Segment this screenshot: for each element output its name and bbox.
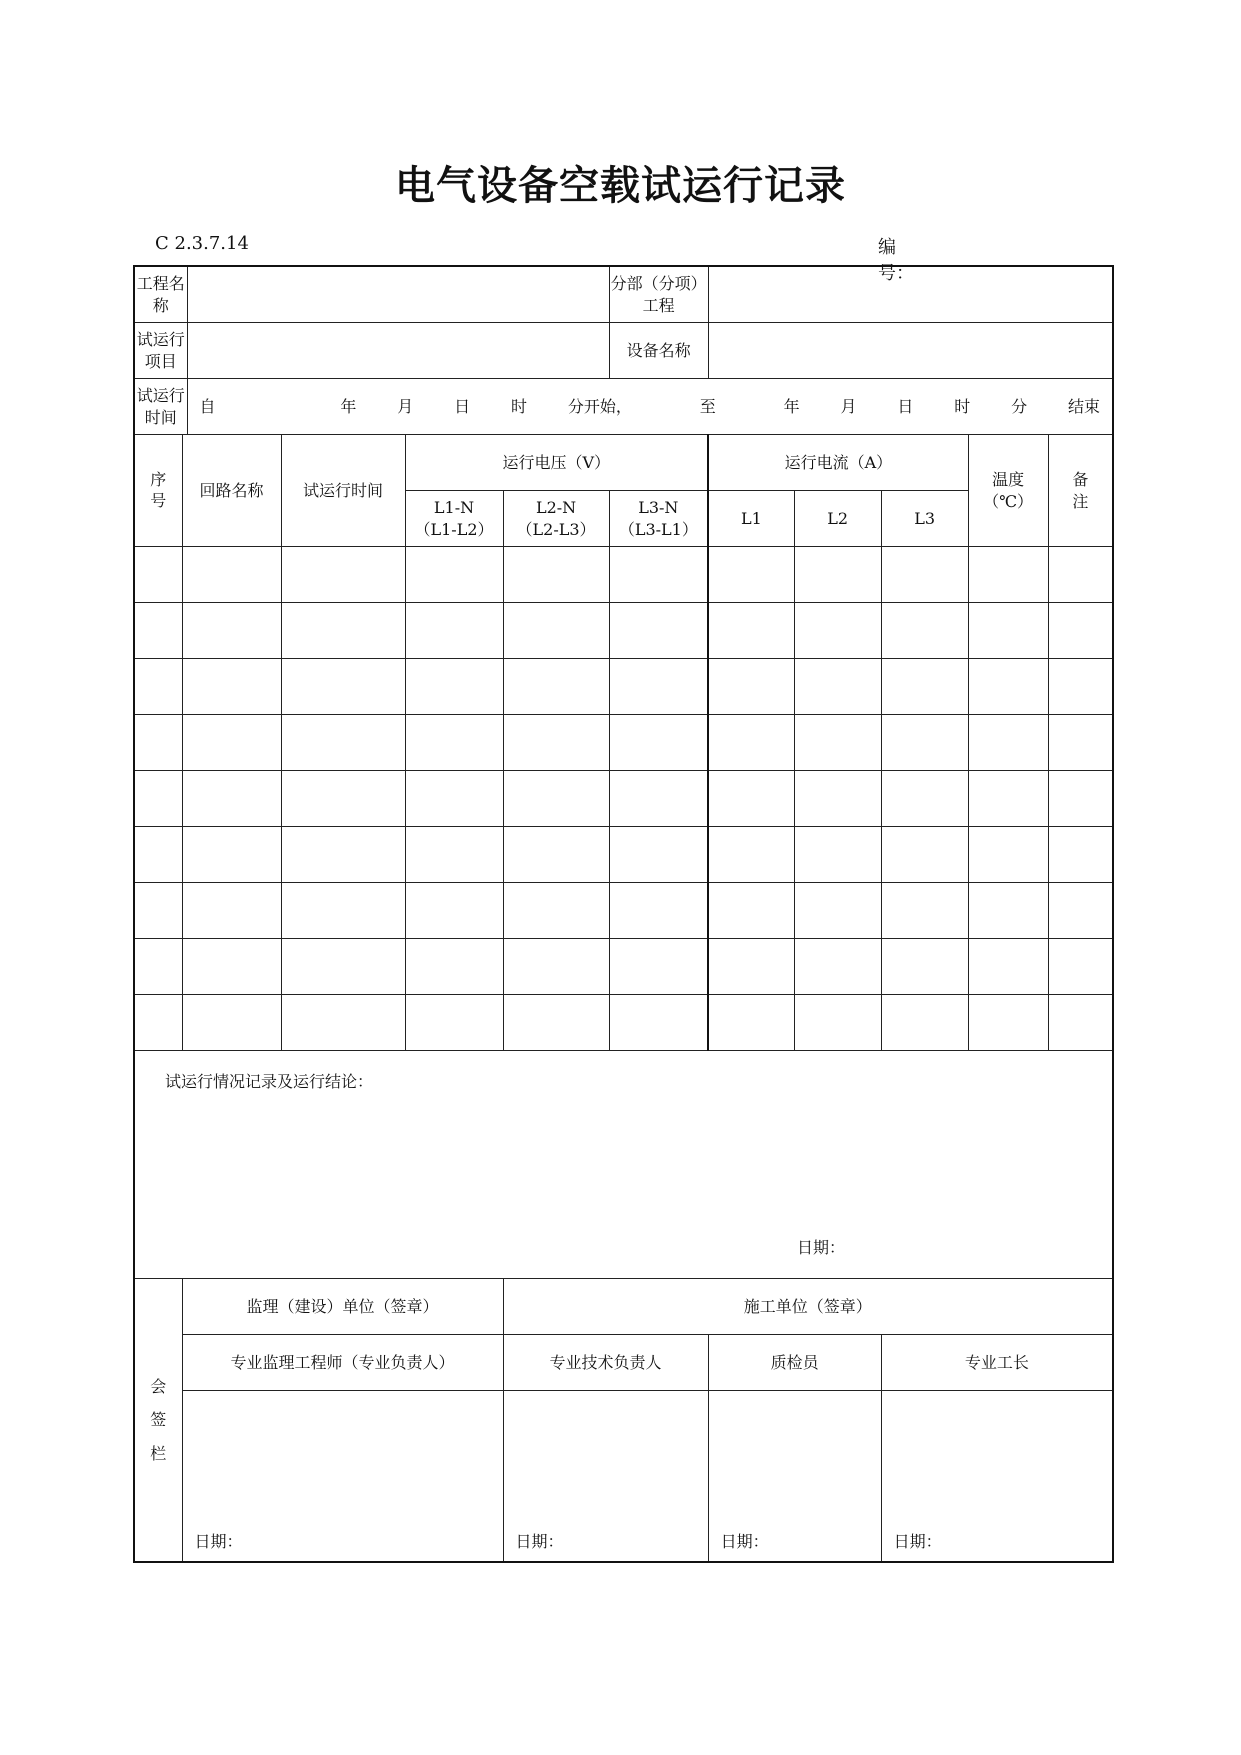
table-cell[interactable] bbox=[708, 771, 794, 827]
voltage-l3-header: L3-N （L3-L1） bbox=[609, 491, 708, 547]
equipment-name-field[interactable] bbox=[708, 323, 1113, 379]
table-cell[interactable] bbox=[968, 715, 1048, 771]
table-cell[interactable] bbox=[708, 827, 794, 883]
table-cell[interactable] bbox=[968, 547, 1048, 603]
trial-item-label: 试运行项目 bbox=[134, 323, 187, 379]
table-cell[interactable] bbox=[1048, 771, 1113, 827]
project-name-label: 工程名称 bbox=[134, 266, 187, 323]
table-cell[interactable] bbox=[609, 995, 708, 1051]
table-cell[interactable] bbox=[609, 547, 708, 603]
table-cell[interactable] bbox=[182, 827, 281, 883]
trial-item-field[interactable] bbox=[187, 323, 609, 379]
role-foreman: 专业工长 bbox=[881, 1335, 1113, 1391]
table-cell[interactable] bbox=[609, 827, 708, 883]
table-cell[interactable] bbox=[708, 883, 794, 939]
voltage-l1-header: L1-N （L1-L2） bbox=[405, 491, 503, 547]
table-cell[interactable] bbox=[134, 827, 182, 883]
table-row bbox=[134, 827, 1113, 883]
table-cell[interactable] bbox=[708, 659, 794, 715]
time-start: 分开始， bbox=[567, 396, 632, 416]
signature-date-label: 日期： bbox=[893, 1532, 942, 1552]
remarks-date-label: 日期： bbox=[797, 1238, 846, 1257]
table-cell[interactable] bbox=[182, 771, 281, 827]
table-cell[interactable] bbox=[182, 659, 281, 715]
table-cell[interactable] bbox=[881, 883, 968, 939]
table-cell[interactable] bbox=[881, 771, 968, 827]
signature-foreman[interactable] bbox=[881, 1391, 1113, 1563]
time-month-end: 月 bbox=[840, 396, 857, 416]
equipment-name-label: 设备名称 bbox=[609, 323, 708, 379]
supervisor-unit-header: 监理（建设）单位（签章） bbox=[182, 1279, 503, 1335]
table-cell[interactable] bbox=[1048, 995, 1113, 1051]
time-day-end: 日 bbox=[897, 396, 914, 416]
signature-date-label: 日期： bbox=[515, 1532, 564, 1552]
table-cell[interactable] bbox=[134, 715, 182, 771]
remark-header bbox=[1048, 435, 1113, 547]
circuit-name-header: 回路名称 bbox=[182, 435, 281, 547]
remarks-cell[interactable] bbox=[134, 1051, 1113, 1279]
table-cell[interactable] bbox=[881, 827, 968, 883]
table-cell[interactable] bbox=[134, 771, 182, 827]
table-cell[interactable] bbox=[794, 995, 881, 1051]
signoff-section-label bbox=[134, 1279, 182, 1563]
remarks-label: 试运行情况记录及运行结论： bbox=[165, 1072, 374, 1091]
table-cell[interactable] bbox=[609, 715, 708, 771]
record-form-table bbox=[133, 265, 1114, 1563]
time-end: 结束 bbox=[1067, 396, 1100, 416]
role-quality-inspector: 质检员 bbox=[708, 1335, 881, 1391]
table-cell[interactable] bbox=[794, 603, 881, 659]
time-minute-end: 分 bbox=[1011, 396, 1028, 416]
table-cell[interactable] bbox=[708, 939, 794, 995]
sub-project-field[interactable] bbox=[708, 266, 1113, 323]
table-cell[interactable] bbox=[405, 715, 503, 771]
table-cell[interactable] bbox=[503, 547, 609, 603]
table-cell[interactable] bbox=[968, 939, 1048, 995]
table-cell[interactable] bbox=[281, 603, 405, 659]
table-cell[interactable] bbox=[1048, 659, 1113, 715]
table-cell[interactable] bbox=[1048, 715, 1113, 771]
table-cell[interactable] bbox=[405, 771, 503, 827]
table-cell[interactable] bbox=[281, 827, 405, 883]
table-cell[interactable] bbox=[1048, 939, 1113, 995]
trial-time-label: 试运行时间 bbox=[134, 379, 187, 435]
table-cell[interactable] bbox=[609, 883, 708, 939]
table-cell[interactable] bbox=[609, 659, 708, 715]
table-cell[interactable] bbox=[182, 995, 281, 1051]
seq-header: 序号 bbox=[134, 435, 182, 547]
table-cell[interactable] bbox=[281, 715, 405, 771]
voltage-l2-header: L2-N （L2-L3） bbox=[503, 491, 609, 547]
table-cell[interactable] bbox=[881, 939, 968, 995]
signature-supervisor[interactable] bbox=[182, 1391, 503, 1563]
table-cell[interactable] bbox=[968, 883, 1048, 939]
document-code: C 2.3.7.14 bbox=[155, 233, 249, 254]
current-l1-header: L1 bbox=[708, 491, 794, 547]
signature-quality-inspector[interactable] bbox=[708, 1391, 881, 1563]
time-year-end: 年 bbox=[783, 396, 800, 416]
signoff-char-3: 栏 bbox=[150, 1443, 167, 1463]
table-row bbox=[134, 715, 1113, 771]
remark-char-1: 备 bbox=[1072, 469, 1089, 489]
table-cell[interactable] bbox=[281, 659, 405, 715]
table-cell[interactable] bbox=[881, 547, 968, 603]
table-cell[interactable] bbox=[503, 939, 609, 995]
signature-date-label: 日期： bbox=[194, 1532, 243, 1552]
table-row bbox=[134, 771, 1113, 827]
current-group-header: 运行电流（A） bbox=[708, 435, 968, 491]
time-from: 自 bbox=[199, 396, 216, 416]
table-cell[interactable] bbox=[794, 659, 881, 715]
table-cell[interactable] bbox=[881, 995, 968, 1051]
trial-time-header: 试运行时间 bbox=[281, 435, 405, 547]
table-cell[interactable] bbox=[794, 715, 881, 771]
table-cell[interactable] bbox=[281, 883, 405, 939]
time-to: 至 bbox=[699, 396, 716, 416]
table-cell[interactable] bbox=[968, 827, 1048, 883]
table-cell[interactable] bbox=[182, 939, 281, 995]
table-cell[interactable] bbox=[134, 939, 182, 995]
table-cell[interactable] bbox=[794, 827, 881, 883]
table-cell[interactable] bbox=[182, 883, 281, 939]
time-day: 日 bbox=[454, 396, 471, 416]
remark-char-2: 注 bbox=[1072, 491, 1089, 511]
project-name-field[interactable] bbox=[187, 266, 609, 323]
table-cell[interactable] bbox=[182, 547, 281, 603]
table-cell[interactable] bbox=[503, 603, 609, 659]
table-cell[interactable] bbox=[968, 603, 1048, 659]
signature-technical-lead[interactable] bbox=[503, 1391, 708, 1563]
table-cell[interactable] bbox=[794, 939, 881, 995]
current-l3-header: L3 bbox=[881, 491, 968, 547]
table-cell[interactable] bbox=[1048, 547, 1113, 603]
table-cell[interactable] bbox=[794, 771, 881, 827]
table-cell[interactable] bbox=[503, 771, 609, 827]
table-row bbox=[134, 547, 1113, 603]
table-cell[interactable] bbox=[405, 547, 503, 603]
table-row bbox=[134, 995, 1113, 1051]
document-title: 电气设备空载试运行记录 bbox=[395, 162, 846, 209]
table-cell[interactable] bbox=[708, 603, 794, 659]
table-cell[interactable] bbox=[281, 771, 405, 827]
sub-project-label: 分部（分项）工程 bbox=[609, 266, 708, 323]
trial-time-field[interactable] bbox=[187, 379, 1113, 435]
role-supervisor-engineer: 专业监理工程师（专业负责人） bbox=[182, 1335, 503, 1391]
voltage-group-header: 运行电压（V） bbox=[405, 435, 708, 491]
table-row bbox=[134, 883, 1113, 939]
table-cell[interactable] bbox=[1048, 603, 1113, 659]
table-cell[interactable] bbox=[503, 659, 609, 715]
table-cell[interactable] bbox=[405, 603, 503, 659]
table-cell[interactable] bbox=[708, 547, 794, 603]
time-hour: 时 bbox=[511, 396, 528, 416]
table-row bbox=[134, 603, 1113, 659]
signature-date-label: 日期： bbox=[720, 1532, 769, 1552]
table-cell[interactable] bbox=[881, 659, 968, 715]
table-cell[interactable] bbox=[405, 995, 503, 1051]
table-cell[interactable] bbox=[405, 827, 503, 883]
signoff-char-1: 会 bbox=[150, 1376, 167, 1396]
table-cell[interactable] bbox=[405, 659, 503, 715]
table-cell[interactable] bbox=[881, 715, 968, 771]
table-cell[interactable] bbox=[609, 771, 708, 827]
time-year: 年 bbox=[340, 396, 357, 416]
table-cell[interactable] bbox=[134, 659, 182, 715]
table-cell[interactable] bbox=[503, 827, 609, 883]
table-cell[interactable] bbox=[134, 603, 182, 659]
table-cell[interactable] bbox=[134, 547, 182, 603]
table-cell[interactable] bbox=[968, 995, 1048, 1051]
table-cell[interactable] bbox=[1048, 883, 1113, 939]
role-technical-lead: 专业技术负责人 bbox=[503, 1335, 708, 1391]
temperature-label: 温度 bbox=[992, 469, 1025, 489]
temperature-unit: （℃） bbox=[983, 491, 1034, 511]
table-cell[interactable] bbox=[794, 883, 881, 939]
time-month: 月 bbox=[397, 396, 414, 416]
table-cell[interactable] bbox=[134, 883, 182, 939]
temperature-header bbox=[968, 435, 1048, 547]
table-cell[interactable] bbox=[881, 603, 968, 659]
table-cell[interactable] bbox=[708, 715, 794, 771]
current-l2-header: L2 bbox=[794, 491, 881, 547]
serial-number-label: 编号： bbox=[878, 237, 914, 284]
table-cell[interactable] bbox=[503, 995, 609, 1051]
table-cell[interactable] bbox=[968, 659, 1048, 715]
table-cell[interactable] bbox=[281, 547, 405, 603]
contractor-unit-header: 施工单位（签章） bbox=[503, 1279, 1113, 1335]
table-row bbox=[134, 939, 1113, 995]
table-cell[interactable] bbox=[794, 547, 881, 603]
signoff-char-2: 签 bbox=[150, 1410, 167, 1430]
table-cell[interactable] bbox=[405, 939, 503, 995]
table-cell[interactable] bbox=[503, 883, 609, 939]
table-cell[interactable] bbox=[405, 883, 503, 939]
time-hour-end: 时 bbox=[954, 396, 971, 416]
table-cell[interactable] bbox=[182, 715, 281, 771]
table-cell[interactable] bbox=[609, 939, 708, 995]
table-cell[interactable] bbox=[281, 995, 405, 1051]
table-cell[interactable] bbox=[503, 715, 609, 771]
table-cell[interactable] bbox=[281, 939, 405, 995]
table-cell[interactable] bbox=[708, 995, 794, 1051]
table-cell[interactable] bbox=[1048, 827, 1113, 883]
table-cell[interactable] bbox=[134, 995, 182, 1051]
table-cell[interactable] bbox=[968, 771, 1048, 827]
table-cell[interactable] bbox=[609, 603, 708, 659]
table-row bbox=[134, 659, 1113, 715]
table-cell[interactable] bbox=[182, 603, 281, 659]
